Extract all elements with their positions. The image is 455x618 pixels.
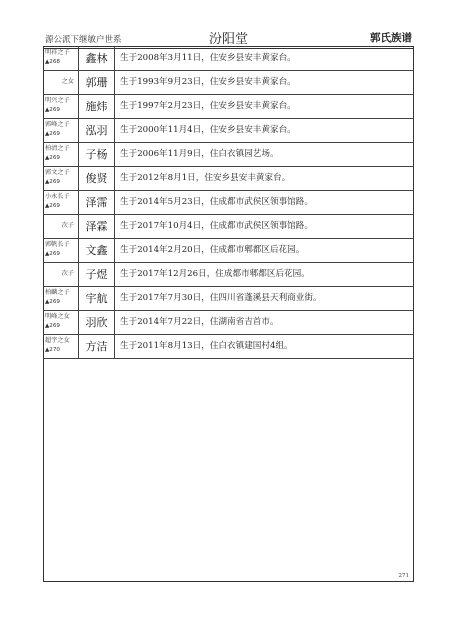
relation-label: 明祥之子	[45, 49, 70, 56]
generation-number: ▲269	[45, 155, 60, 161]
person-detail: 生于2014年2月20日，住成都市郫都区后花园。	[120, 245, 305, 255]
person-detail: 生于2014年5月23日，住成都市武侯区领事馆路。	[120, 197, 313, 207]
person-name: 宇航	[79, 287, 115, 310]
relation-label: 次子	[61, 222, 74, 229]
person-name: 羽欣	[79, 311, 115, 334]
relation-label: 明兴之子	[45, 97, 70, 104]
relation-cell	[44, 47, 79, 70]
relation-cell	[44, 167, 79, 190]
relation-cell	[44, 335, 79, 358]
table-row	[44, 119, 413, 143]
person-detail: 生于2017年10月4日，住成都市武侯区领事馆路。	[120, 221, 313, 231]
relation-label: 次子	[61, 270, 74, 277]
table-row	[44, 311, 413, 335]
generation-number: ▲269	[45, 107, 60, 113]
generation-number: ▲269	[45, 323, 60, 329]
relation-cell	[44, 215, 79, 238]
person-detail: 生于1997年2月23日，住安乡县安丰黄家台。	[120, 101, 296, 111]
relation-cell	[44, 263, 79, 286]
table-row	[44, 143, 413, 167]
person-name: 方洁	[79, 335, 115, 358]
person-name: 俊贤	[79, 167, 115, 190]
genealogy-table	[44, 47, 413, 359]
generation-number: ▲268	[45, 59, 60, 65]
page-header	[43, 26, 414, 46]
table-row	[44, 95, 413, 119]
relation-label: 郭峰之子	[45, 121, 70, 128]
page-number: 271	[398, 573, 409, 579]
relation-label: 超宇之女	[45, 337, 70, 344]
header-book-title: 郭氏族谱	[370, 32, 412, 44]
person-name: 子杨	[79, 143, 115, 166]
relation-label: 郭帆长子	[45, 241, 70, 248]
generation-number: ▲269	[45, 299, 60, 305]
person-name: 郭珊	[79, 71, 115, 94]
generation-number: ▲269	[45, 203, 60, 209]
relation-cell	[44, 119, 79, 142]
person-detail: 生于2000年11月4日，住安乡县安丰黄家台。	[120, 125, 296, 135]
person-name: 子煜	[79, 263, 115, 286]
person-name: 文鑫	[79, 239, 115, 262]
header-hall-name: 汾阳堂	[208, 32, 248, 47]
person-detail: 生于2014年7月22日，住湖南省吉首市。	[120, 317, 279, 327]
relation-cell	[44, 191, 79, 214]
table-row	[44, 191, 413, 215]
table-row	[44, 287, 413, 311]
genealogy-table-frame	[43, 46, 414, 582]
person-name: 泽霖	[79, 215, 115, 238]
header-lineage-title: 源公派下继敏户世系	[45, 35, 122, 45]
relation-cell	[44, 239, 79, 262]
person-name: 施炜	[79, 95, 115, 118]
relation-label: 郭文之子	[45, 169, 70, 176]
table-row	[44, 71, 413, 95]
relation-cell	[44, 311, 79, 334]
relation-label: 明峰之女	[45, 313, 70, 320]
person-detail: 生于2008年3月11日，住安乡县安丰黄家台。	[120, 53, 296, 63]
table-row	[44, 215, 413, 239]
generation-number: ▲269	[45, 251, 60, 257]
relation-label: 柏麟之子	[45, 289, 70, 296]
generation-number: ▲269	[45, 131, 60, 137]
person-detail: 生于2006年11月9日，住白衣镇园艺场。	[120, 149, 279, 159]
relation-label: 小永长子	[45, 193, 70, 200]
person-detail: 生于2012年8月1日，住安乡县安丰黄家台。	[120, 173, 291, 183]
relation-cell	[44, 287, 79, 310]
table-row	[44, 335, 413, 359]
relation-label: 之女	[61, 78, 74, 85]
table-row	[44, 47, 413, 71]
relation-cell	[44, 143, 79, 166]
relation-label: 柏清之子	[45, 145, 70, 152]
person-name: 泽霈	[79, 191, 115, 214]
person-detail: 生于1993年9月23日，住安乡县安丰黄家台。	[120, 77, 296, 87]
table-row	[44, 239, 413, 263]
person-name: 泓羽	[79, 119, 115, 142]
generation-number: ▲270	[45, 347, 60, 353]
person-detail: 生于2017年7月30日，住四川省蓬溪县天利商业街。	[120, 293, 322, 303]
relation-cell	[44, 71, 79, 94]
table-row	[44, 167, 413, 191]
table-row	[44, 263, 413, 287]
person-name: 鑫林	[79, 47, 115, 70]
generation-number: ▲269	[45, 179, 60, 185]
person-detail: 生于2011年8月13日，住白衣镇建国村4组。	[120, 341, 293, 351]
person-detail: 生于2017年12月26日，住成都市郫都区后花园。	[120, 269, 310, 279]
relation-cell	[44, 95, 79, 118]
